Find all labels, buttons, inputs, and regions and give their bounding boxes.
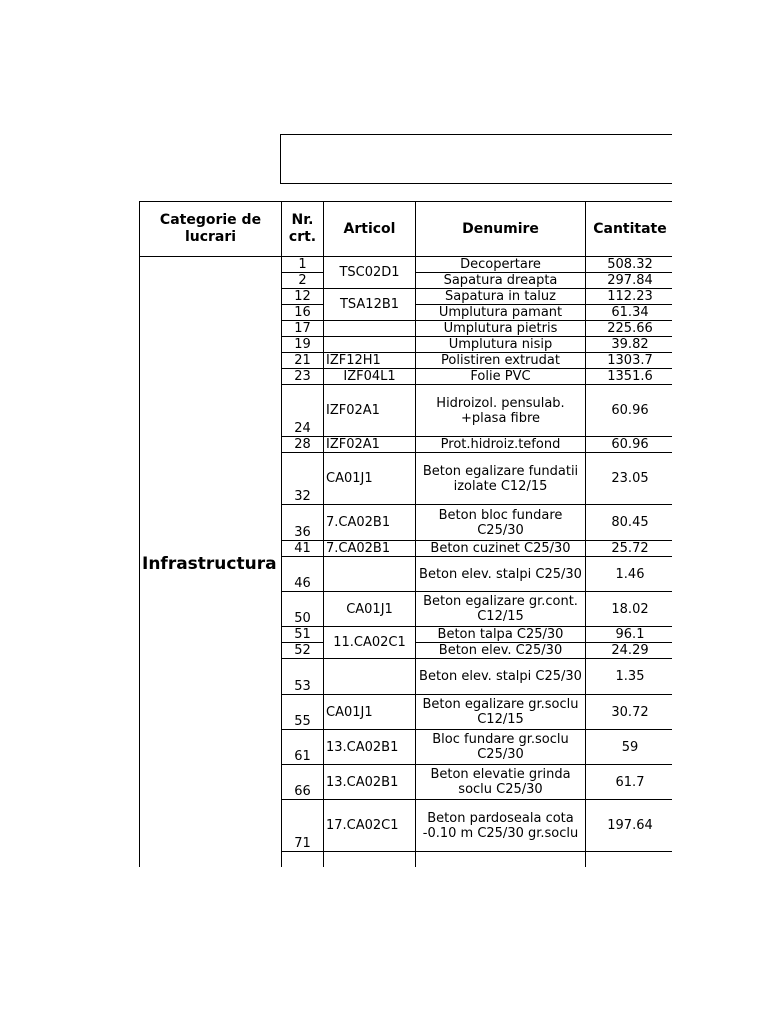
cell-articol: 7.CA02B1 (324, 541, 416, 557)
cell-cantitate: 59 (586, 730, 673, 765)
cell-denumire: Decopertare (416, 257, 586, 273)
cell-nr: 2 (282, 273, 324, 289)
cell-nr: 61 (282, 730, 324, 765)
cell-denumire: Beton egalizare gr.cont. C12/15 (416, 592, 586, 627)
header-categorie: Categorie de lucrari (140, 202, 282, 257)
cell-nr: 28 (282, 437, 324, 453)
cell-cantitate: 1.35 (586, 659, 673, 695)
cell-nr: 50 (282, 592, 324, 627)
quantities-sheet (139, 201, 672, 867)
table-row (140, 257, 673, 273)
cell-nr: 24 (282, 385, 324, 437)
cell-nr: 71 (282, 800, 324, 852)
cell-denumire: Prot.hidroiz.tefond (416, 437, 586, 453)
cell-articol: TSA12B1 (324, 289, 416, 321)
cell-articol: CA01J1 (324, 453, 416, 505)
cell-cantitate: 297.84 (586, 273, 673, 289)
quantities-table (139, 201, 672, 867)
cell-cantitate: 60.96 (586, 437, 673, 453)
cell-cantitate: 1303.7 (586, 353, 673, 369)
cell-articol: 11.CA02C1 (324, 627, 416, 659)
cell-denumire: Beton elev. stalpi C25/30 (416, 659, 586, 695)
cell-denumire: Umplutura nisip (416, 337, 586, 353)
cell-cantitate: 25.72 (586, 541, 673, 557)
header-denumire: Denumire (416, 202, 586, 257)
cell-articol: IZF04L1 (324, 369, 416, 385)
cell-denumire: Beton elev. stalpi C25/30 (416, 557, 586, 592)
cell-cantitate: 225.66 (586, 321, 673, 337)
cell-nr: 46 (282, 557, 324, 592)
cell-denumire: Beton pardoseala cota -0.10 m C25/30 gr.soclu (416, 800, 586, 852)
cell-nr: 17 (282, 321, 324, 337)
cell-articol: IZF12H1 (324, 353, 416, 369)
cell-cantitate: 60.96 (586, 385, 673, 437)
cell-cantitate: 197.64 (586, 800, 673, 852)
cell-cantitate: 24.29 (586, 643, 673, 659)
cell-cantitate: 30.72 (586, 695, 673, 730)
cell-nr: 52 (282, 643, 324, 659)
cell-nr: 19 (282, 337, 324, 353)
cell-denumire: Beton elev. C25/30 (416, 643, 586, 659)
cell-cantitate: 23.05 (586, 453, 673, 505)
cell-nr: 21 (282, 353, 324, 369)
cell-denumire: Beton talpa C25/30 (416, 627, 586, 643)
cell-cantitate: 80.45 (586, 505, 673, 541)
table-header-row (140, 202, 673, 257)
cell-articol: TSC02D1 (324, 257, 416, 289)
cell-nr: 41 (282, 541, 324, 557)
cell-articol: 17.CA02C1 (324, 800, 416, 852)
cell-denumire: Bloc fundare gr.soclu C25/30 (416, 730, 586, 765)
header-articol: Articol (324, 202, 416, 257)
cell-cantitate: 61.7 (586, 765, 673, 800)
cell-nr: 1 (282, 257, 324, 273)
cell-nr: 16 (282, 305, 324, 321)
cell-cantitate: 508.32 (586, 257, 673, 273)
cell-cantitate: 61.34 (586, 305, 673, 321)
cell-denumire: Folie PVC (416, 369, 586, 385)
category-cell: Infrastructura (140, 257, 282, 868)
cell-cantitate: 112.23 (586, 289, 673, 305)
header-nr: Nr. crt. (282, 202, 324, 257)
cell-nr: 12 (282, 289, 324, 305)
cell-articol: CA01J1 (324, 695, 416, 730)
cell-denumire: Beton elevatie grinda soclu C25/30 (416, 765, 586, 800)
cell-denumire: Beton egalizare gr.soclu C12/15 (416, 695, 586, 730)
cell-articol (324, 557, 416, 592)
cell-denumire: Umplutura pamant (416, 305, 586, 321)
cell-cantitate: 1.46 (586, 557, 673, 592)
cell-denumire: Beton cuzinet C25/30 (416, 541, 586, 557)
cell-nr: 32 (282, 453, 324, 505)
cell-denumire: Beton egalizare fundatii izolate C12/15 (416, 453, 586, 505)
cell-articol: CA01J1 (324, 592, 416, 627)
cell-articol (324, 659, 416, 695)
cell-denumire: Sapatura in taluz (416, 289, 586, 305)
cell-nr: 36 (282, 505, 324, 541)
cell-articol: IZF02A1 (324, 385, 416, 437)
cell-nr: 55 (282, 695, 324, 730)
cell-nr: 51 (282, 627, 324, 643)
cell-articol: IZF02A1 (324, 437, 416, 453)
cell-cantitate: 96.1 (586, 627, 673, 643)
cell-denumire: Umplutura pietris (416, 321, 586, 337)
cell-articol (324, 337, 416, 353)
cell-denumire: Polistiren extrudat (416, 353, 586, 369)
cell-articol (324, 321, 416, 337)
cell-articol: 13.CA02B1 (324, 730, 416, 765)
cell-cantitate: 1351.6 (586, 369, 673, 385)
cell-nr: 66 (282, 765, 324, 800)
cell-denumire: Sapatura dreapta (416, 273, 586, 289)
header-cantitate: Cantitate (586, 202, 673, 257)
cell-denumire: Hidroizol. pensulab. +plasa fibre (416, 385, 586, 437)
cell-articol: 7.CA02B1 (324, 505, 416, 541)
cell-nr: 23 (282, 369, 324, 385)
cell-cantitate: 18.02 (586, 592, 673, 627)
cell-denumire: Beton bloc fundare C25/30 (416, 505, 586, 541)
cell-articol: 13.CA02B1 (324, 765, 416, 800)
cell-cantitate: 39.82 (586, 337, 673, 353)
title-box (280, 134, 672, 184)
cell-nr: 53 (282, 659, 324, 695)
